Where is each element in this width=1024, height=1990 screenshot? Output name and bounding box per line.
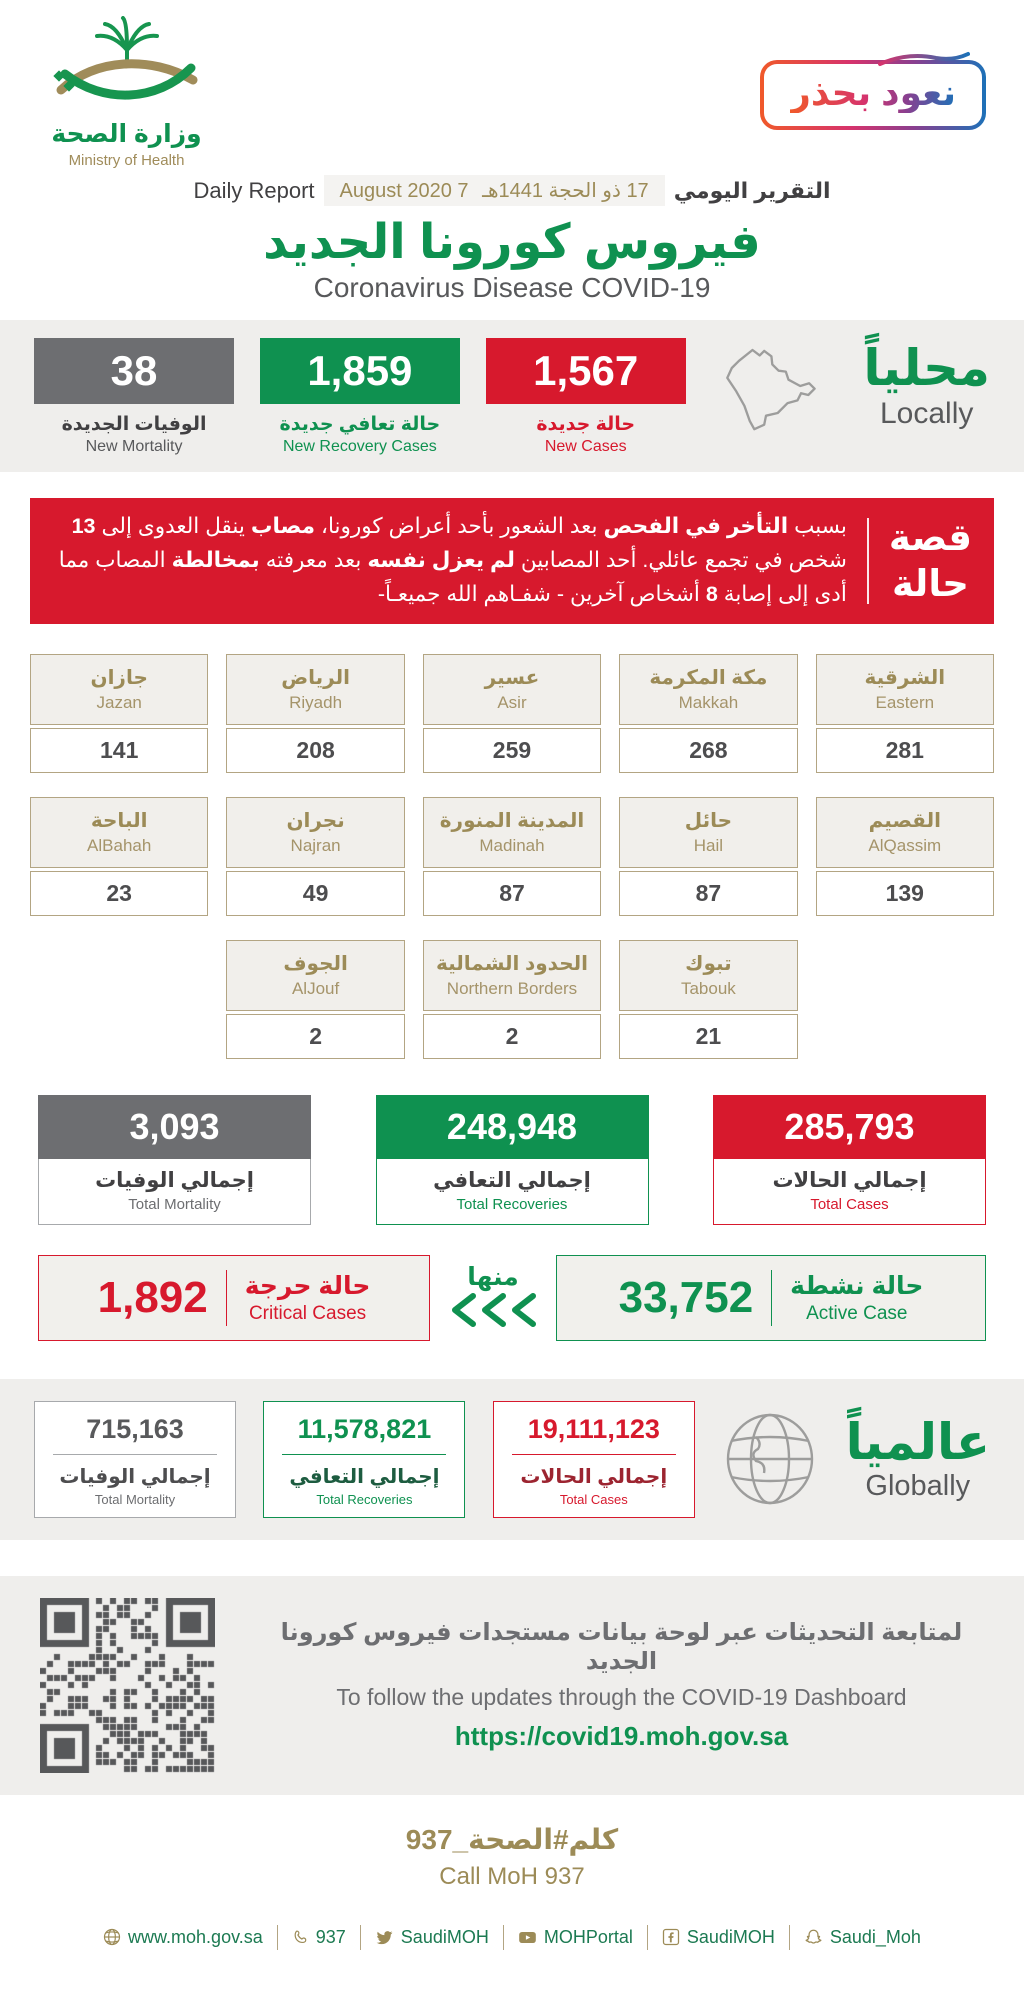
global-mortality-label-en: Total Mortality (94, 1491, 176, 1507)
region-card-riyadh: الرياض Riyadh 208 (226, 654, 404, 773)
dashboard-text-ar: لمتابعة التحديثات عبر لوحة بيانات مستجدات فيروس كورونا الجديد (280, 1619, 963, 1676)
report-date (324, 175, 665, 206)
footer-links (0, 1925, 1024, 1980)
return-with-caution-badge (760, 60, 986, 130)
footer-link-twitter[interactable]: SaudiMOH (360, 1925, 503, 1950)
new-recoveries-value: 1,859 (260, 338, 460, 404)
total-mortality-label-en: Total Mortality (128, 1195, 221, 1213)
phone-icon (292, 1929, 309, 1946)
case-story-heading: قصة حالة (888, 516, 972, 604)
badge-label: نعود بحذر (790, 72, 956, 113)
total-cases-label-en: Total Cases (810, 1195, 889, 1213)
region-card-madinah: المدينة المنورة Madinah 87 (423, 797, 601, 916)
region-card-tabouk: تبوك Tabouk 21 (619, 940, 797, 1059)
new-cases-label-en: New Cases (544, 438, 627, 455)
active-cases-box (556, 1255, 986, 1341)
new-recoveries-label-ar: حالة تعافي جديدة (279, 414, 441, 435)
critical-label-ar: حالة حرجة (244, 1271, 371, 1300)
global-recoveries-label-ar: إجمالي التعافي (289, 1465, 440, 1488)
global-mortality-value: 715,163 (86, 1413, 184, 1444)
total-cases-box (713, 1095, 986, 1225)
global-total-mortality-box (34, 1401, 236, 1518)
region-card-makkah: مكة المكرمة Makkah 268 (619, 654, 797, 773)
total-recoveries-value: 248,948 (376, 1095, 649, 1159)
global-cases-value: 19,111,123 (527, 1413, 660, 1444)
critical-label-en: Critical Cases (248, 1302, 367, 1324)
globe-icon (103, 1928, 121, 1946)
active-label-ar: حالة نشطة (790, 1271, 924, 1300)
of-which-label: منها (467, 1263, 519, 1292)
new-mortality-label-ar: الوفيات الجديدة (61, 414, 207, 435)
locally-section (0, 320, 1024, 472)
case-story-text: بسبب التأخر في الفحص بعد الشعور بأحد أعراض كورونا، مصاب ينقل العدوى إلى 13 شخص في تجمع عائلي. أحد المصابين لم يعزل نفسه بعد معرفته بمخالطة المصاب مما أدى إلى إصابة 8 أشخاص آخرين - شفـاهم الله جميعـاً- (58, 514, 847, 606)
region-card-northern-borders: الحدود الشمالية Northern Borders 2 (423, 940, 601, 1059)
globally-heading-ar: عالمياً (845, 1413, 990, 1470)
region-card-najran: نجران Najran 49 (226, 797, 404, 916)
region-card-aljouf: الجوف AlJouf 2 (226, 940, 404, 1059)
snapchat-icon (804, 1928, 823, 1947)
global-mortality-label-ar: إجمالي الوفيات (59, 1465, 211, 1488)
twitter-icon (375, 1928, 394, 1947)
saudi-arabia-map-icon (712, 340, 838, 450)
new-mortality-value: 38 (34, 338, 234, 404)
logo-title-en: Ministry of Health (68, 152, 185, 169)
region-card-hail: حائل Hail 87 (619, 797, 797, 916)
call-moh-en: Call MoH 937 (439, 1862, 585, 1890)
region-card-eastern: الشرقية Eastern 281 (816, 654, 994, 773)
region-card-alqassim: القصيم AlQassim 139 (816, 797, 994, 916)
dashboard-link[interactable]: https://covid19.moh.gov.sa (454, 1721, 789, 1752)
total-cases-value: 285,793 (713, 1095, 986, 1159)
total-recoveries-label-en: Total Recoveries (456, 1195, 568, 1213)
new-cases-stat (486, 338, 686, 456)
footer-link-facebook[interactable]: SaudiMOH (647, 1925, 789, 1950)
report-label-ar: التقرير اليومي (673, 177, 831, 203)
qr-code (40, 1598, 215, 1773)
header (0, 0, 1024, 169)
total-recoveries-label-ar: إجمالي التعافي (433, 1168, 591, 1192)
global-total-cases-box (493, 1401, 695, 1518)
globally-heading (845, 1413, 990, 1504)
active-value: 33,752 (618, 1272, 754, 1322)
new-mortality-label-en: New Mortality (85, 438, 183, 455)
active-critical-row (38, 1255, 986, 1341)
region-card-albahah: الباحة AlBahah 23 (30, 797, 208, 916)
total-recoveries-box (376, 1095, 649, 1225)
dashboard-text-en: To follow the updates through the COVID-19 Dashboard (336, 1684, 907, 1711)
page-title-en: Coronavirus Disease COVID-19 (313, 272, 711, 303)
footer-link-youtube[interactable]: MOHPortal (503, 1925, 647, 1950)
region-card-asir: عسير Asir 259 (423, 654, 601, 773)
total-mortality-box (38, 1095, 311, 1225)
total-cases-label-ar: إجمالي الحالات (772, 1168, 927, 1192)
new-recoveries-stat (260, 338, 460, 456)
youtube-icon (518, 1928, 537, 1947)
new-cases-value: 1,567 (486, 338, 686, 404)
story-divider (867, 518, 869, 604)
badge-swoosh (878, 50, 970, 68)
logo-title-ar: وزارة الصحة (51, 120, 202, 148)
critical-cases-box (38, 1255, 430, 1341)
report-meta (0, 175, 1024, 206)
footer-link-snapchat[interactable]: Saudi_Moh (789, 1925, 935, 1950)
new-cases-label-ar: حالة جديدة (536, 414, 636, 435)
case-story-banner (30, 498, 994, 624)
global-recoveries-value: 11,578,821 (297, 1413, 432, 1444)
facebook-icon (662, 1928, 680, 1946)
call-moh-block (0, 1823, 1024, 1891)
new-mortality-stat (34, 338, 234, 456)
date-gregorian: 7 August 2020 (339, 180, 469, 202)
call-moh-ar: كلم#الصحة_937 (405, 1823, 619, 1855)
regions-grid (30, 654, 994, 1059)
global-recoveries-label-en: Total Recoveries (316, 1491, 413, 1507)
total-mortality-value: 3,093 (38, 1095, 311, 1159)
active-label-en: Active Case (806, 1302, 908, 1324)
locally-heading-en: Locally (880, 396, 974, 430)
of-which-indicator (445, 1262, 541, 1333)
triple-chevron-left-icon (445, 1292, 541, 1328)
dashboard-section (0, 1576, 1024, 1795)
globe-icon (722, 1411, 818, 1507)
local-totals (38, 1095, 986, 1225)
locally-heading (863, 338, 990, 431)
new-recoveries-label-en: New Recovery Cases (282, 438, 437, 455)
report-label-en: Daily Report (193, 177, 315, 203)
globally-section (0, 1379, 1024, 1540)
footer-link-phone[interactable]: 937 (277, 1925, 360, 1950)
global-cases-label-en: Total Cases (559, 1491, 628, 1507)
moh-logo-icon (47, 16, 207, 112)
moh-logo (34, 16, 219, 169)
critical-value: 1,892 (97, 1272, 208, 1322)
global-cases-label-ar: إجمالي الحالات (520, 1465, 668, 1488)
total-mortality-label-ar: إجمالي الوفيات (95, 1168, 254, 1192)
date-hijri: 17 ذو الحجة 1441هـ (482, 180, 649, 202)
global-total-recoveries-box (263, 1401, 465, 1518)
region-card-jazan: جازان Jazan 141 (30, 654, 208, 773)
globally-heading-en: Globally (865, 1470, 971, 1503)
locally-heading-ar: محلياً (863, 340, 990, 396)
page-title-ar: فيروس كورونا الجديد (263, 216, 761, 269)
footer-link-website[interactable]: www.moh.gov.sa (89, 1925, 277, 1950)
